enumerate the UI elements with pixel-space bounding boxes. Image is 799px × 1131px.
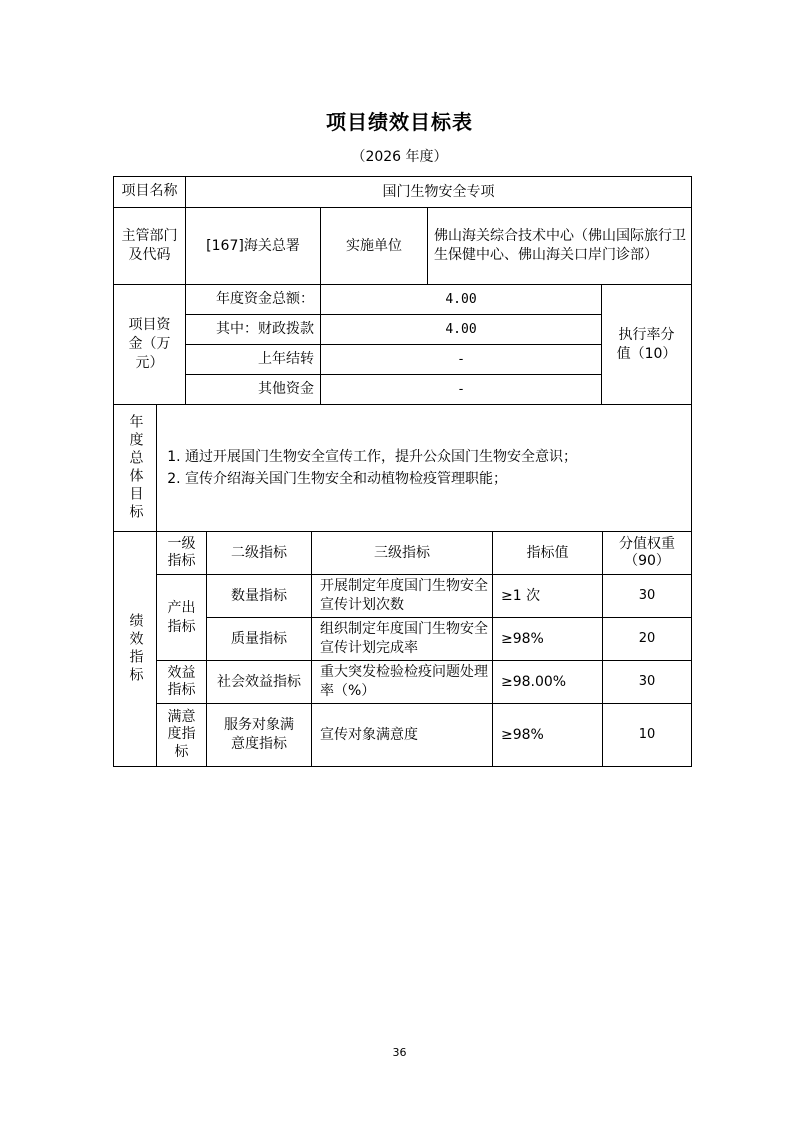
- weight-cell: 20: [603, 618, 691, 661]
- header-weight: 分值权重（90）: [603, 532, 691, 575]
- weight-cell: 30: [603, 575, 691, 618]
- level3-cell: 重大突发检验检疫问题处理率（%）: [312, 661, 493, 704]
- project-name-label: 项目名称: [114, 177, 186, 208]
- page-number: 36: [392, 1046, 407, 1059]
- value-cell: ≥98%: [493, 618, 603, 661]
- group-satisfaction: 满意度指标: [157, 704, 207, 766]
- dept-label: 主管部门及代码: [114, 208, 186, 285]
- group-output: 产出指标: [157, 575, 207, 661]
- level3-cell: 开展制定年度国门生物安全宣传计划次数: [312, 575, 493, 618]
- value-cell: ≥98.00%: [493, 661, 603, 704]
- performance-label-text: 绩效指标: [127, 613, 144, 685]
- level2-cell: 社会效益指标: [207, 661, 312, 704]
- project-name-value: 国门生物安全专项: [186, 177, 691, 208]
- header-level3: 三级指标: [312, 532, 493, 575]
- funds-row-label: 年度资金总额：: [186, 285, 321, 315]
- list-item: 2. 宣传介绍海关国门生物安全和动植物检疫管理职能；: [185, 468, 577, 490]
- value-cell: ≥98%: [493, 704, 603, 766]
- group-benefit: 效益指标: [157, 661, 207, 704]
- header-value: 指标值: [493, 532, 603, 575]
- funds-row-label: 上年结转: [186, 345, 321, 375]
- level2-cell: 数量指标: [207, 575, 312, 618]
- list-item: 1. 通过开展国门生物安全宣传工作，提升公众国门生物安全意识；: [185, 446, 577, 468]
- header-level2: 二级指标: [207, 532, 312, 575]
- impl-unit-value: 佛山海关综合技术中心（佛山国际旅行卫生保健中心、佛山海关口岸门诊部）: [428, 208, 691, 285]
- funds-row-label: 其他资金: [186, 375, 321, 405]
- funds-row-value: 4.00: [321, 285, 602, 315]
- impl-unit-label: 实施单位: [321, 208, 428, 285]
- funds-row-value: 4.00: [321, 315, 602, 345]
- header-level1: 一级指标: [157, 532, 207, 575]
- level2-cell: 质量指标: [207, 618, 312, 661]
- page-title: 项目绩效目标表: [326, 110, 473, 134]
- level2-cell: 服务对象满意度指标: [207, 704, 312, 766]
- funds-row-label: 其中：财政拨款: [186, 315, 321, 345]
- funds-label: 项目资金（万元）: [114, 285, 186, 405]
- annual-goals-content: [157, 405, 691, 532]
- weight-cell: 10: [638, 727, 656, 743]
- performance-table: [113, 176, 692, 767]
- level3-cell: 组织制定年度国门生物安全宣传计划完成率: [312, 618, 493, 661]
- performance-label: [114, 532, 157, 766]
- exec-rate-label: 执行率分值（10）: [602, 285, 691, 405]
- dept-value: [167]海关总署: [186, 208, 321, 285]
- value-cell: ≥1 次: [493, 575, 603, 618]
- page-subtitle: （2026 年度）: [351, 149, 448, 165]
- funds-row-value: -: [321, 345, 602, 375]
- weight-cell: 30: [603, 661, 691, 704]
- level3-cell: 宣传对象满意度: [312, 704, 493, 766]
- funds-row-value: -: [321, 375, 602, 405]
- annual-goals-label-text: 年度总体目标: [127, 414, 144, 522]
- annual-goals-list: [163, 446, 577, 491]
- annual-goals-label: [114, 405, 157, 532]
